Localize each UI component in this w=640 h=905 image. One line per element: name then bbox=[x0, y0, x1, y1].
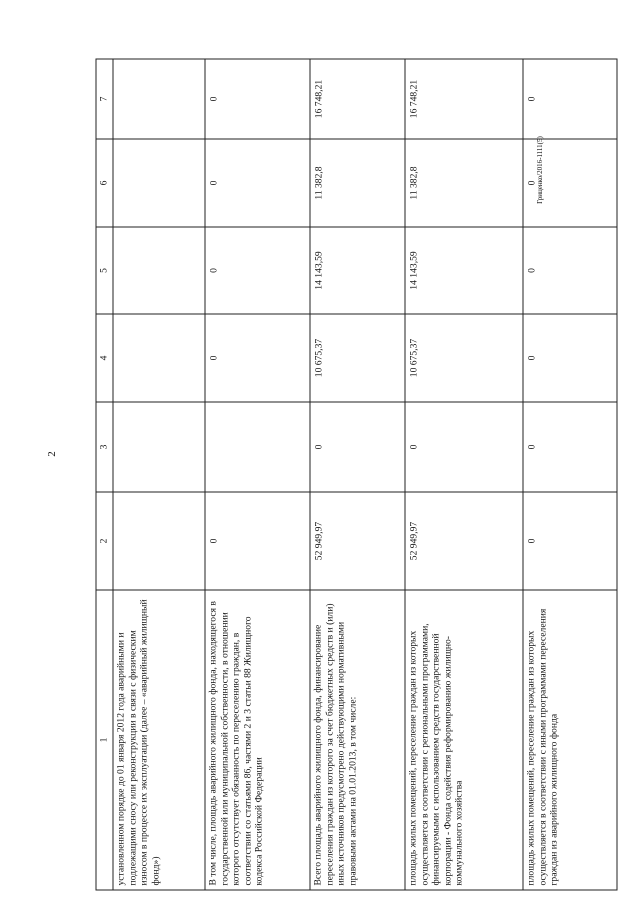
row-label: площадь жилых помещений, переселение граждан из которых осуществляется в соответствии с иными программами переселения граждан из аварийного жилищного фонда bbox=[523, 590, 617, 890]
column-header: 2 bbox=[96, 492, 113, 590]
column-header: 4 bbox=[96, 314, 113, 402]
table-cell: 52 949,97 bbox=[310, 492, 405, 590]
table-cell: 0 bbox=[205, 492, 310, 590]
table-row bbox=[405, 59, 523, 890]
table-cell: 0 bbox=[205, 59, 310, 139]
column-header: 7 bbox=[96, 59, 113, 139]
table-cell: 0 bbox=[405, 402, 523, 492]
table-cell: 16 748,21 bbox=[310, 59, 405, 139]
row-label: В том числе, площадь аварийного жилищного фонда, находящегося в государственной или муниципальной собственности, в отношении которого отсутствует обязанность по переселению граждан, в соответствии со статьями 86, частями 2 и 3 статьи 88 Жилищного кодекса Российской Федерации bbox=[205, 590, 310, 890]
column-header: 5 bbox=[96, 227, 113, 314]
table-cell: 0 bbox=[205, 139, 310, 227]
table-cell bbox=[113, 139, 205, 227]
row-label: установленном порядке до 01 января 2012 года аварийными и подлежащими сносу или реконструкции в связи с физическим износом в процессе их эксплуатации (далее – «аварийный жилищный фонд») bbox=[113, 590, 205, 890]
table-row bbox=[113, 59, 205, 890]
table-cell: 0 bbox=[205, 227, 310, 314]
column-header: 1 bbox=[96, 590, 113, 890]
table-cell: 0 bbox=[523, 227, 617, 314]
table-cell: 14 143,59 bbox=[405, 227, 523, 314]
table-cell: 14 143,59 bbox=[310, 227, 405, 314]
page-number: 2 bbox=[46, 451, 58, 457]
table-cell: 11 382,8 bbox=[405, 139, 523, 227]
table-cell bbox=[113, 492, 205, 590]
table-cell bbox=[113, 227, 205, 314]
table-row bbox=[523, 59, 617, 890]
table-cell bbox=[113, 59, 205, 139]
table-cell bbox=[113, 402, 205, 492]
table-cell: 0 bbox=[205, 314, 310, 402]
table-cell: 52 949,97 bbox=[405, 492, 523, 590]
table-cell: 0 bbox=[523, 59, 617, 139]
document-code: Гриценко/2016-1111(5) bbox=[536, 136, 544, 204]
table-cell: 10 675,37 bbox=[310, 314, 405, 402]
table-cell: 0 bbox=[523, 139, 617, 227]
table-header-row bbox=[96, 59, 113, 890]
table-cell: 16 748,21 bbox=[405, 59, 523, 139]
table-cell: 11 382,8 bbox=[310, 139, 405, 227]
column-header: 6 bbox=[96, 139, 113, 227]
table-cell: 0 bbox=[310, 402, 405, 492]
table-cell bbox=[205, 402, 310, 492]
table-row bbox=[205, 59, 310, 890]
row-label: площадь жилых помещений, переселение граждан из которых осуществляется в соответствии с региональными программами, финансируемыми с использованием средств государственной корпорации - Фонда содействия реформированию жилищно-коммунального хозяйства bbox=[405, 590, 523, 890]
table-cell bbox=[113, 314, 205, 402]
table-cell: 10 675,37 bbox=[405, 314, 523, 402]
table-row bbox=[310, 59, 405, 890]
table-cell: 0 bbox=[523, 402, 617, 492]
column-header: 3 bbox=[96, 402, 113, 492]
table-cell: 0 bbox=[523, 492, 617, 590]
data-table bbox=[96, 59, 618, 891]
table-cell: 0 bbox=[523, 314, 617, 402]
row-label: Всего площадь аварийного жилищного фонда, финансирование переселения граждан из которого за счет бюджетных средств и (или) иных источников предусмотрено действующими нормативными правовыми актами на 01.01.2013, в том числе: bbox=[310, 590, 405, 890]
